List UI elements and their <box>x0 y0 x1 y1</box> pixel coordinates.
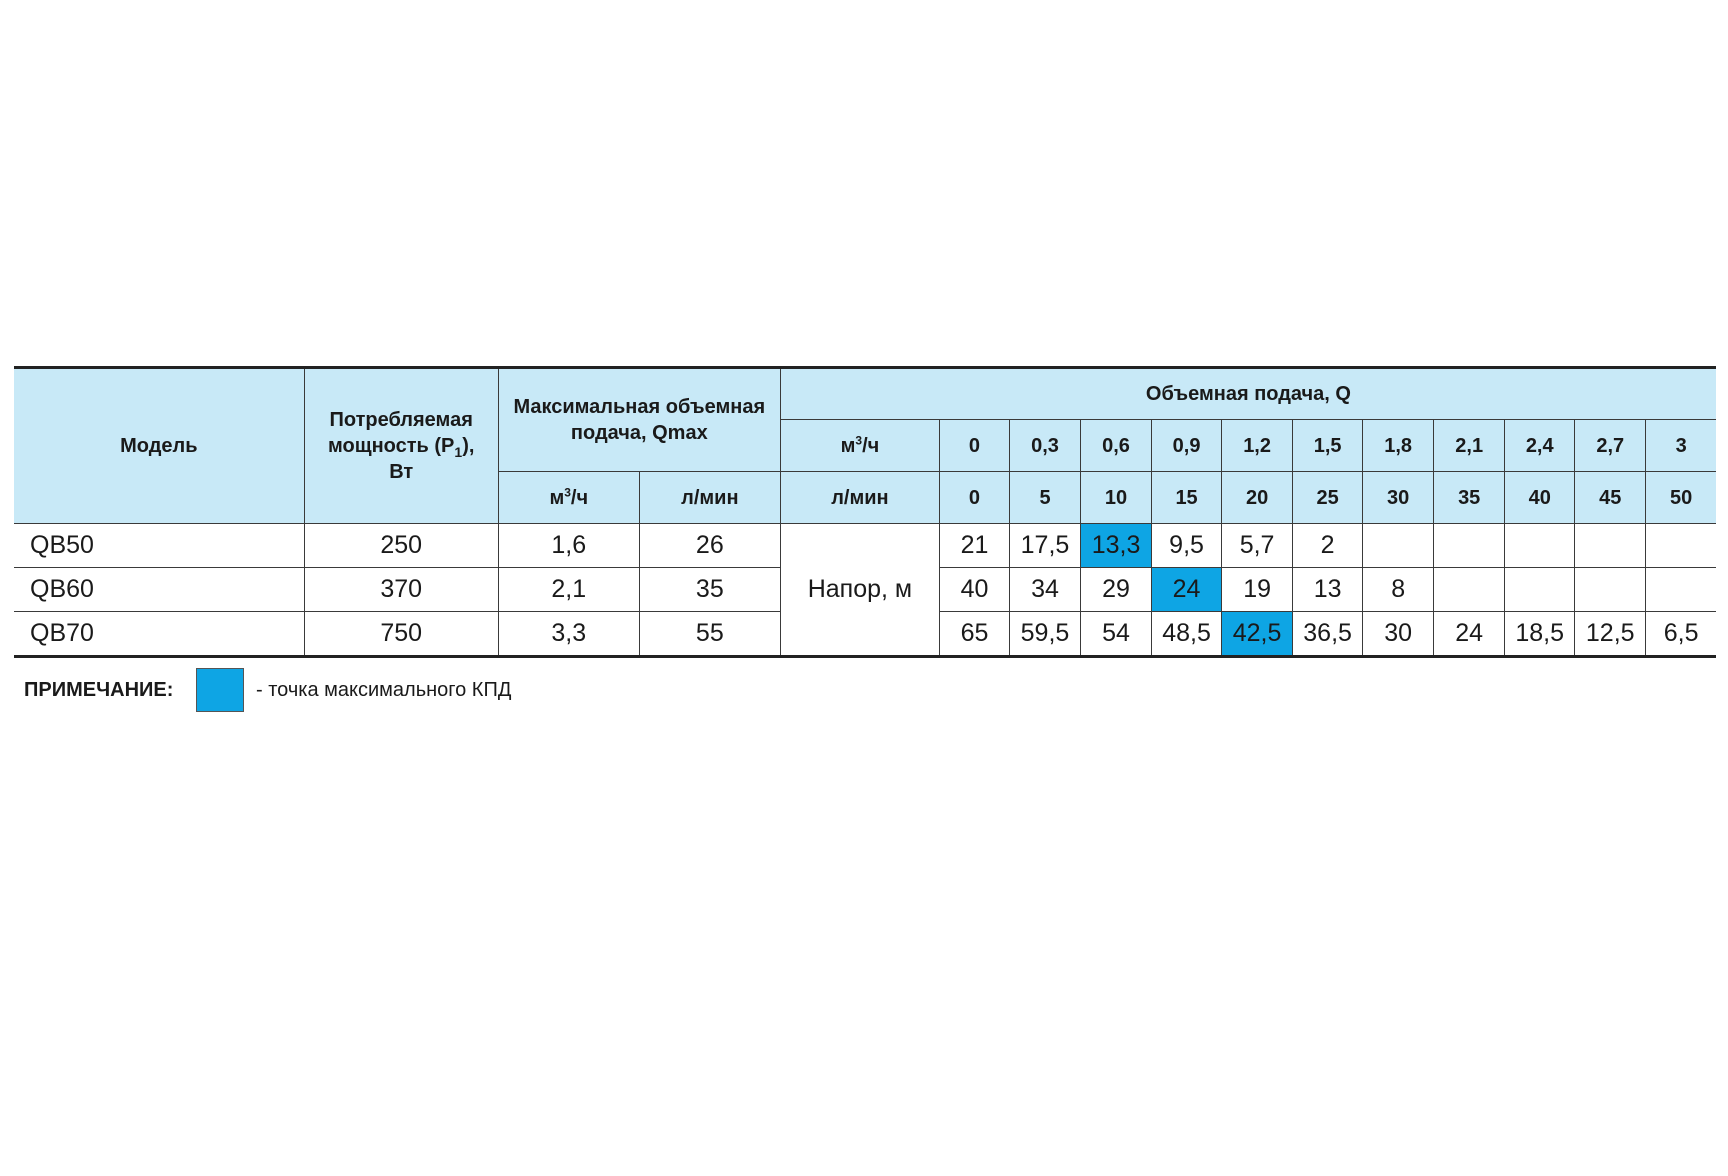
highlight-legend-swatch <box>196 668 244 712</box>
head-value-cell: 48,5 <box>1152 612 1222 657</box>
header-power-label: Потребляемая мощность (P <box>327 409 473 457</box>
power-cell: 370 <box>304 568 498 612</box>
flow-m3h-cell: 0,3 <box>1009 420 1080 472</box>
power-cell: 250 <box>304 524 498 568</box>
qmax-m3h-cell: 3,3 <box>498 612 639 657</box>
header-power <box>304 368 498 524</box>
header-power-unit: Вт <box>389 461 414 483</box>
head-value-cell: 54 <box>1081 612 1152 657</box>
header-power-label-end: ), <box>462 435 475 457</box>
head-value-cell <box>1434 568 1505 612</box>
head-value-cell <box>1646 524 1716 568</box>
head-value-cell <box>1575 568 1646 612</box>
flow-lmin-cell: 20 <box>1222 472 1293 524</box>
head-value-cell: 5,7 <box>1222 524 1293 568</box>
head-value-cell: 24 <box>1434 612 1505 657</box>
unit-m3h-label: $м^3/ч$ <box>780 420 939 472</box>
head-value-cell: 34 <box>1009 568 1080 612</box>
flow-m3h-cell: 2,1 <box>1434 420 1505 472</box>
qmax-m3h-cell: 1,6 <box>498 524 639 568</box>
flow-lmin-cell: 10 <box>1081 472 1152 524</box>
head-value-cell: 21 <box>939 524 1009 568</box>
performance-table <box>14 366 1716 658</box>
qmax-lmin-cell: 26 <box>639 524 780 568</box>
qmax-unit-m3h: $м^3/ч$ <box>498 472 639 524</box>
flow-m3h-cell: 0,6 <box>1081 420 1152 472</box>
model-cell: QB60 <box>14 568 304 612</box>
head-value-cell: 19 <box>1222 568 1293 612</box>
head-value-cell <box>1434 524 1505 568</box>
head-value-cell <box>1646 568 1716 612</box>
power-cell: 750 <box>304 612 498 657</box>
flow-m3h-cell: 0 <box>939 420 1009 472</box>
table-row <box>14 524 1716 568</box>
flow-lmin-cell: 40 <box>1505 472 1575 524</box>
flow-m3h-cell: 0,9 <box>1152 420 1222 472</box>
flow-m3h-cell: 2,7 <box>1575 420 1646 472</box>
head-value-cell: 36,5 <box>1293 612 1363 657</box>
head-value-cell-max-efficiency: 13,3 <box>1081 524 1152 568</box>
flow-m3h-cell: 2,4 <box>1505 420 1575 472</box>
head-value-cell: 40 <box>939 568 1009 612</box>
flow-lmin-cell: 25 <box>1293 472 1363 524</box>
flow-lmin-cell: 35 <box>1434 472 1505 524</box>
model-cell: QB70 <box>14 612 304 657</box>
flow-lmin-cell: 30 <box>1363 472 1434 524</box>
performance-table-container <box>14 366 1716 658</box>
note <box>24 666 511 714</box>
head-value-cell: 9,5 <box>1152 524 1222 568</box>
head-value-cell: 18,5 <box>1505 612 1575 657</box>
model-cell: QB50 <box>14 524 304 568</box>
qmax-lmin-cell: 55 <box>639 612 780 657</box>
flow-lmin-cell: 0 <box>939 472 1009 524</box>
head-value-cell: 6,5 <box>1646 612 1716 657</box>
flow-lmin-cell: 50 <box>1646 472 1716 524</box>
head-value-cell: 65 <box>939 612 1009 657</box>
head-value-cell: 29 <box>1081 568 1152 612</box>
flow-lmin-cell: 5 <box>1009 472 1080 524</box>
head-value-cell: 13 <box>1293 568 1363 612</box>
qmax-m3h-cell: 2,1 <box>498 568 639 612</box>
head-value-cell: 30 <box>1363 612 1434 657</box>
flow-lmin-cell: 15 <box>1152 472 1222 524</box>
head-value-cell: 17,5 <box>1009 524 1080 568</box>
head-value-cell <box>1505 524 1575 568</box>
head-value-cell: 2 <box>1293 524 1363 568</box>
note-label: ПРИМЕЧАНИЕ: <box>24 678 174 701</box>
head-value-cell <box>1363 524 1434 568</box>
flow-lmin-cell: 45 <box>1575 472 1646 524</box>
head-value-cell: 8 <box>1363 568 1434 612</box>
head-value-cell-max-efficiency: 24 <box>1152 568 1222 612</box>
header-qmax: Максимальная объемная подача, Qmax <box>498 368 780 472</box>
head-value-cell <box>1505 568 1575 612</box>
head-label-cell: Напор, м <box>780 524 939 657</box>
flow-m3h-cell: 3 <box>1646 420 1716 472</box>
qmax-unit-lmin: л/мин <box>639 472 780 524</box>
qmax-lmin-cell: 35 <box>639 568 780 612</box>
head-value-cell: 12,5 <box>1575 612 1646 657</box>
header-power-subscript: 1 <box>454 444 463 460</box>
head-value-cell <box>1575 524 1646 568</box>
flow-m3h-cell: 1,2 <box>1222 420 1293 472</box>
flow-m3h-cell: 1,5 <box>1293 420 1363 472</box>
unit-lmin-label: л/мин <box>780 472 939 524</box>
header-flow: Объемная подача, Q <box>780 368 1716 420</box>
head-value-cell-max-efficiency: 42,5 <box>1222 612 1293 657</box>
header-model: Модель <box>14 368 304 524</box>
note-text: - точка максимального КПД <box>256 678 512 701</box>
flow-m3h-cell: 1,8 <box>1363 420 1434 472</box>
head-value-cell: 59,5 <box>1009 612 1080 657</box>
